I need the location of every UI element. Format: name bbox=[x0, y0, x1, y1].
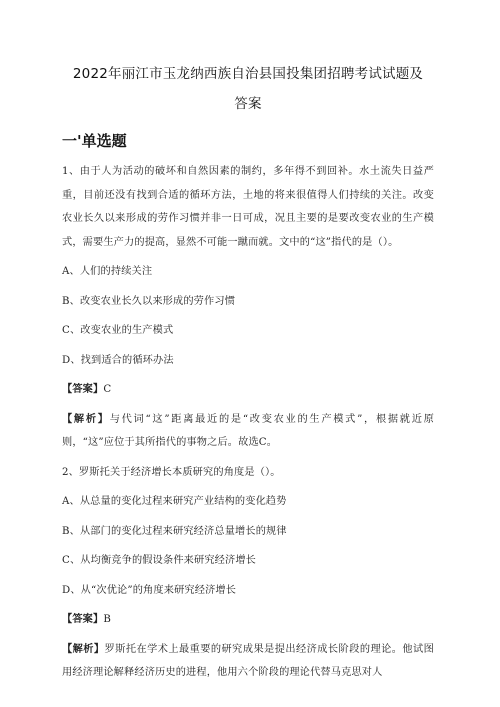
analysis-label: 【解析】 bbox=[62, 642, 105, 655]
question-2-option-d: D、从“次优论”的角度来研究经济增长 bbox=[62, 584, 237, 596]
analysis-text: 与代词“这”距离最近的是“改变农业的生产模式”，根据就近原则，“这”应位于其所指代的事物之后。故选C。 bbox=[62, 413, 434, 448]
analysis-label: 【解析】 bbox=[62, 412, 110, 425]
answer-label: 【答案】 bbox=[62, 383, 104, 395]
question-1-option-b: B、改变农业长久以来形成的劳作习惯 bbox=[62, 295, 236, 307]
document-title bbox=[62, 60, 434, 118]
question-2-option-a: A、从总量的变化过程来研究产业结构的变化趋势 bbox=[62, 496, 287, 507]
question-1-option-d: D、找到适合的循环办法 bbox=[62, 354, 174, 366]
question-2-analysis bbox=[62, 638, 434, 685]
section-heading: 一'单选题 bbox=[62, 132, 127, 150]
answer-value: C bbox=[103, 384, 112, 395]
answer-label: 【答案】 bbox=[62, 613, 104, 625]
answer-value: B bbox=[103, 614, 111, 625]
question-1-stem: 1、由于人为活动的破坏和自然因素的制约，多年得不到回补。水土流失日益严重，目前还没有找到合适的循环方法，土地的将来很值得人们持续的关注。改变农业长久以来形成的劳作习惯并非一日可成，况且主要的是要改变农业的生产模式，需要生产力的提高，显然不可能一蹴而就。文中的“这”指代的是（）。 bbox=[62, 166, 434, 248]
title-line-2: 答案 bbox=[234, 96, 262, 112]
question-2-option-c: C、从均衡竞争的假设条件来研究经济增长 bbox=[62, 555, 257, 566]
analysis-text: 罗斯托在学术上最重要的研究成果是提出经济成长阶段的理论。他试图用经济理论解释经济历史的进程，他用六个阶段的理论代替马克思对人 bbox=[62, 643, 434, 678]
question-1-analysis bbox=[62, 408, 434, 455]
question-2-option-b: B、从部门的变化过程来研究经济总量增长的规律 bbox=[62, 525, 287, 537]
question-2-stem: 2、罗斯托关于经济增长本质研究的角度是（）。 bbox=[62, 466, 281, 478]
question-1-option-a: A、人们的持续关注 bbox=[62, 266, 153, 277]
title-line-1: 2022年丽江市玉龙纳西族自治县国投集团招聘考试试题及 bbox=[72, 66, 424, 82]
question-1-answer bbox=[62, 378, 434, 402]
question-1-option-c: C、改变农业的生产模式 bbox=[62, 325, 174, 336]
question-2-answer bbox=[62, 608, 434, 632]
